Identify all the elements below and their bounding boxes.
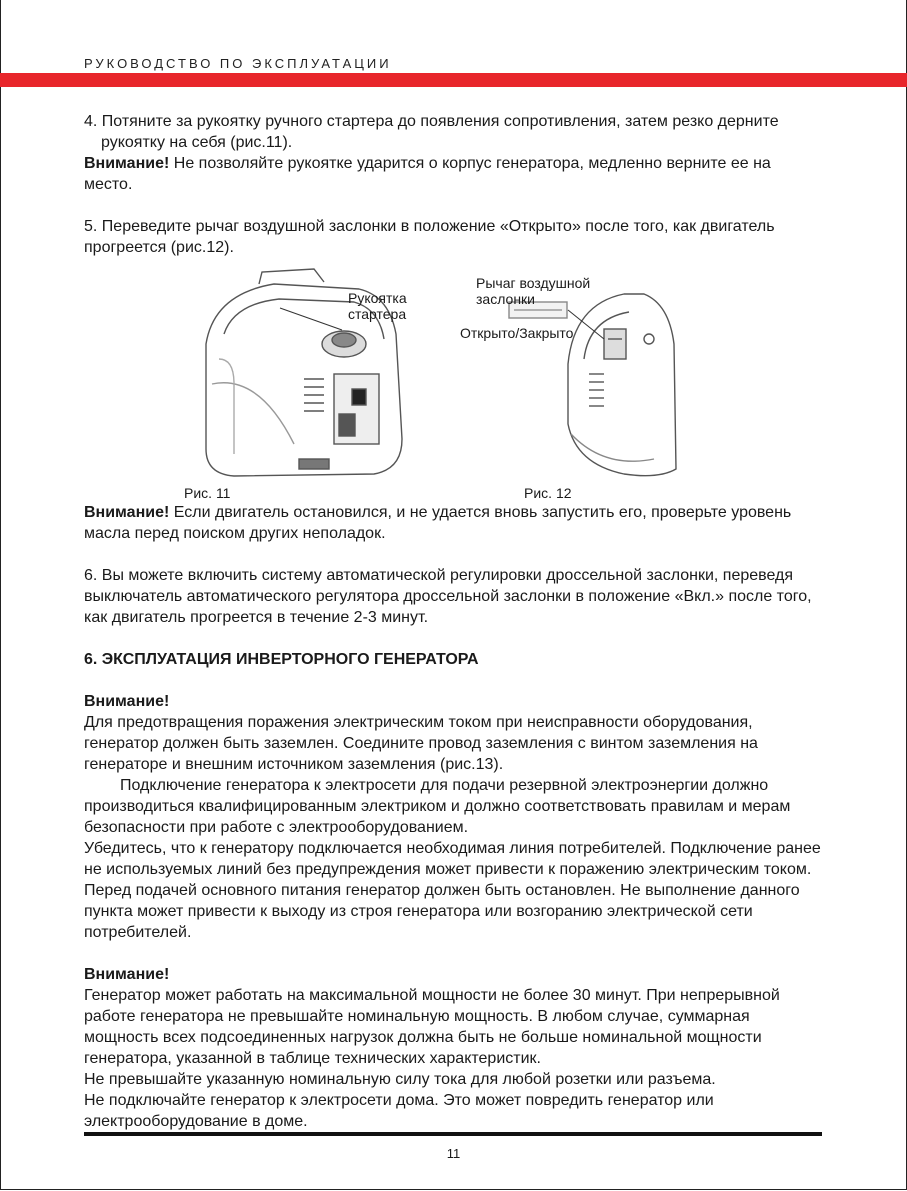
house-grid-paragraph: Не подключайте генератор к электросети дома. Это может повредить генератор или электрооборудование в доме.: [84, 1092, 714, 1130]
step-4-warning: [84, 153, 822, 195]
page-content: [84, 111, 822, 1132]
page-number: 11: [446, 1146, 461, 1161]
step-4-text: 4. Потяните за рукоятку ручного стартера до появления сопротивления, затем резко дерните рукоятку на себя (рис.11).: [84, 113, 779, 151]
max-power-paragraph: Генератор может работать на максимальной мощности не более 30 минут. При непрерывной работе генератора не превышайте номинальную мощность. В любом случае, суммарная мощность всех подсоединенных нагрузок должна быть не больше номинальной мощности генератора, указанной в таблице технических характеристик.: [84, 987, 780, 1067]
warning-text: Не позволяйте рукоятке ударится о корпус генератора, медленно верните ее на место.: [84, 155, 771, 193]
warning-label: Внимание!: [84, 504, 170, 521]
air-damper-lever-label: Рычаг воздушной заслонки: [476, 275, 591, 307]
consumer-line-paragraph: Убедитесь, что к генератору подключается необходимая линия потребителей. Подключение ранее не используемых линий без предупреждения может привести к поражению электрическим током.: [84, 840, 821, 878]
step-5-text: 5. Переведите рычаг воздушной заслонки в положение «Открыто» после того, как двигатель прогреется (рис.12).: [84, 218, 775, 256]
warning-label: Внимание!: [84, 693, 170, 710]
starter-handle-label: Рукоятка стартера: [348, 290, 407, 322]
header-title: РУКОВОДСТВО ПО ЭКСПЛУАТАЦИИ: [84, 56, 392, 71]
open-closed-label: Открыто/Закрыто: [460, 325, 574, 341]
warning-label: Внимание!: [84, 966, 170, 983]
figure-11-caption: Рис. 11: [184, 485, 231, 501]
header-accent-bar: [0, 73, 907, 87]
footer-rule: [84, 1132, 822, 1136]
current-limit-paragraph: Не превышайте указанную номинальную силу тока для любой розетки или разъема.: [84, 1071, 716, 1088]
section-title: 6. ЭКСПЛУАТАЦИЯ ИНВЕРТОРНОГО ГЕНЕРАТОРА: [84, 651, 479, 668]
warning-label: Внимание!: [84, 155, 170, 172]
step-6-text: 6. Вы можете включить систему автоматической регулировки дроссельной заслонки, переведя выключатель автоматического регулятора дроссельной заслонки в положение «Вкл.» после того, как двигатель прогреется в течение 2-3 минут.: [84, 567, 812, 626]
figures-block: [84, 264, 822, 502]
generator-illustrations: [84, 264, 822, 502]
electrician-paragraph: Подключение генератора к электросети для подачи резервной электроэнергии должно производиться квалифицированным электриком и должно соответствовать правилам и мерам безопасности при работе с электрооборудованием.: [84, 777, 791, 836]
stop-generator-paragraph: Перед подачей основного питания генератор должен быть остановлен. Не выполнение данного пункта может привести к выходу из строя генератора или возгоранию электрической сети потребителей.: [84, 882, 800, 941]
engine-warning: [84, 502, 822, 544]
figure-12-generator-image: [509, 294, 676, 476]
warning-text: Если двигатель остановился, и не удается вновь запустить его, проверьте уровень масла перед поиском других неполадок.: [84, 504, 792, 542]
grounding-paragraph: Для предотвращения поражения электрическим током при неисправности оборудования, генератор должен быть заземлен. Соедините провод заземления с винтом заземления на генераторе и внешним источником заземления (рис.13).: [84, 714, 758, 773]
figure-12-caption: Рис. 12: [524, 485, 572, 501]
